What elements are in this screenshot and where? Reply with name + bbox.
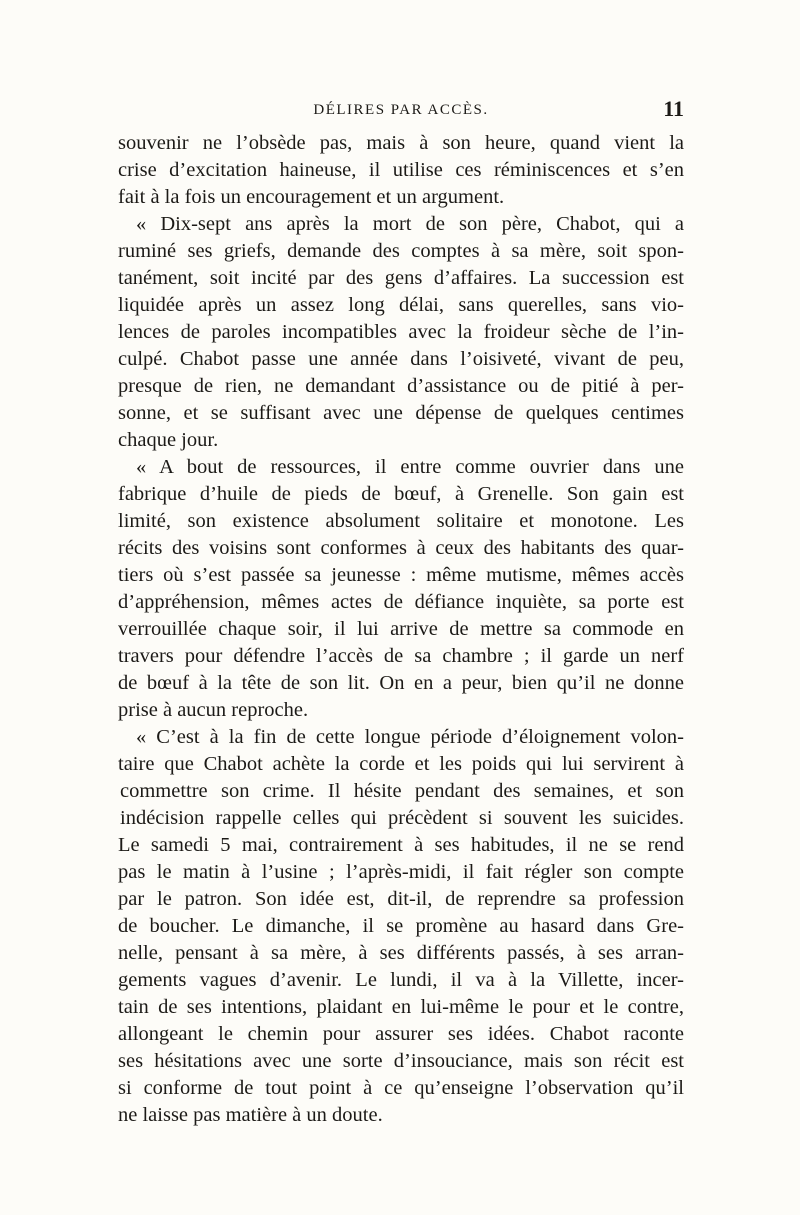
text-line: d’appréhension, mêmes actes de défiance inquiète, sa porte est — [118, 591, 684, 613]
text-line: « A bout de ressources, il entre comme ouvrier dans une — [136, 456, 684, 478]
text-line: souvenir ne l’obsède pas, mais à son heure, quand vient la — [118, 132, 684, 154]
text-line: de bœuf à la tête de son lit. On en a peur, bien qu’il ne donne — [118, 672, 684, 694]
text-line: limité, son existence absolument solitaire et monotone. Les — [118, 510, 684, 532]
text-line: par le patron. Son idée est, dit-il, de reprendre sa profession — [118, 888, 684, 910]
text-line: travers pour défendre l’accès de sa chambre ; il garde un nerf — [118, 645, 684, 667]
text-line: commettre son crime. Il hésite pendant des semaines, et son — [120, 780, 684, 802]
text-line: prise à aucun reproche. — [118, 699, 309, 721]
page-number: 11 — [663, 96, 684, 121]
text-line: liquidée après un assez long délai, sans querelles, sans vio- — [118, 294, 684, 316]
text-line: récits des voisins sont conformes à ceux des habitants des quar- — [118, 537, 684, 559]
text-line: fabrique d’huile de pieds de bœuf, à Grenelle. Son gain est — [118, 483, 684, 505]
text-line: allongeant le chemin pour assurer ses idées. Chabot raconte — [118, 1023, 684, 1045]
text-line: taire que Chabot achète la corde et les poids qui lui servirent à — [118, 753, 684, 775]
text-line: ruminé ses griefs, demande des comptes à sa mère, soit spon- — [118, 240, 684, 262]
text-line: pas le matin à l’usine ; l’après-midi, il fait régler son compte — [118, 861, 684, 883]
text-line: crise d’excitation haineuse, il utilise ces réminiscences et s’en — [118, 159, 684, 181]
text-line: sonne, et se suffisant avec une dépense de quelques centimes — [118, 402, 684, 424]
text-line: indécision rappelle celles qui précèdent si souvent les suicides. — [120, 807, 684, 829]
text-line: « C’est à la fin de cette longue période d’éloignement volon- — [136, 726, 684, 748]
text-line: chaque jour. — [118, 429, 219, 451]
text-line: nelle, pensant à sa mère, à ses différents passés, à ses arran- — [118, 942, 684, 964]
body-text — [118, 130, 684, 1129]
text-line: Le samedi 5 mai, contrairement à ses habitudes, il ne se rend — [118, 834, 684, 856]
text-line: ses hésitations avec une sorte d’insouciance, mais son récit est — [118, 1050, 684, 1072]
text-line: tanément, soit incité par des gens d’affaires. La succession est — [118, 267, 684, 289]
text-line: lences de paroles incompatibles avec la froideur sèche de l’in- — [118, 321, 684, 343]
running-head — [118, 98, 684, 124]
running-title: DÉLIRES PAR ACCÈS. — [313, 102, 489, 118]
text-line: « Dix-sept ans après la mort de son père, Chabot, qui a — [136, 213, 684, 235]
text-line: si conforme de tout point à ce qu’enseigne l’observation qu’il — [118, 1077, 684, 1099]
text-line: tain de ses intentions, plaidant en lui-même le pour et le contre, — [118, 996, 684, 1018]
text-line: de boucher. Le dimanche, il se promène au hasard dans Gre- — [118, 915, 684, 937]
text-line: culpé. Chabot passe une année dans l’oisiveté, vivant de peu, — [118, 348, 684, 370]
text-line: ne laisse pas matière à un doute. — [118, 1104, 383, 1126]
text-line: tiers où s’est passée sa jeunesse : même mutisme, mêmes accès — [118, 564, 684, 586]
text-line: presque de rien, ne demandant d’assistance ou de pitié à per- — [118, 375, 684, 397]
text-line: gements vagues d’avenir. Le lundi, il va à la Villette, incer- — [118, 969, 684, 991]
text-line: fait à la fois un encouragement et un argument. — [118, 186, 505, 208]
text-line: verrouillée chaque soir, il lui arrive de mettre sa commode en — [118, 618, 684, 640]
